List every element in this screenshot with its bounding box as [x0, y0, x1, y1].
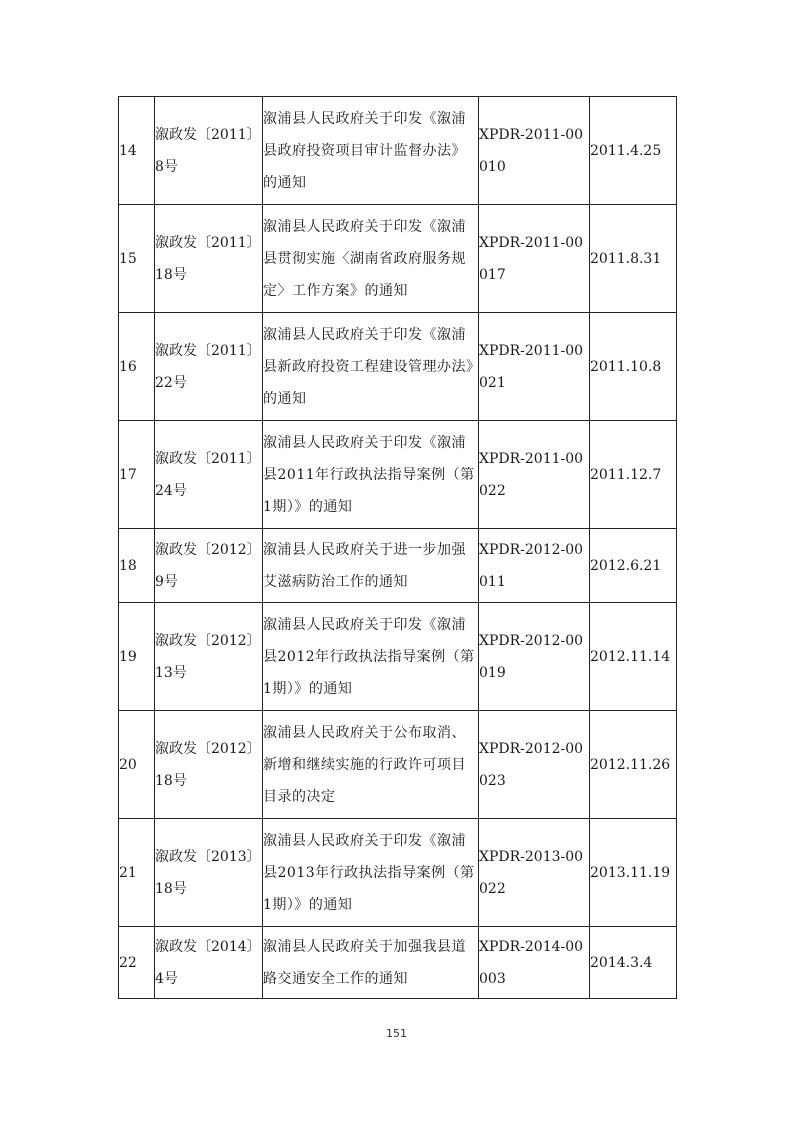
- issue-date: 2011.8.31: [590, 205, 677, 313]
- registration-number: XPDR-2013-00022: [479, 819, 590, 927]
- row-number: 14: [119, 97, 155, 205]
- document-code: 溆政发〔2011〕18号: [155, 205, 263, 313]
- table-row: [119, 421, 677, 529]
- document-title: 溆浦县人民政府关于印发《溆浦县新政府投资工程建设管理办法》的通知: [263, 313, 479, 421]
- registration-number: XPDR-2014-00003: [479, 927, 590, 999]
- issue-date: 2014.3.4: [590, 927, 677, 999]
- registration-number: XPDR-2012-00011: [479, 529, 590, 603]
- page-number: 151: [386, 1027, 407, 1040]
- row-number: 20: [119, 711, 155, 819]
- document-title: 溆浦县人民政府关于加强我县道路交通安全工作的通知: [263, 927, 479, 999]
- table-row: [119, 529, 677, 603]
- table-row: [119, 927, 677, 999]
- document-title: 溆浦县人民政府关于印发《溆浦县贯彻实施〈湖南省政府服务规定〉工作方案》的通知: [263, 205, 479, 313]
- document-title: 溆浦县人民政府关于印发《溆浦县2013年行政执法指导案例（第1期）》的通知: [263, 819, 479, 927]
- registration-number: XPDR-2011-00010: [479, 97, 590, 205]
- issue-date: 2012.11.26: [590, 711, 677, 819]
- document-title: 溆浦县人民政府关于印发《溆浦县2012年行政执法指导案例（第1期）》的通知: [263, 603, 479, 711]
- issue-date: 2011.10.8: [590, 313, 677, 421]
- row-number: 21: [119, 819, 155, 927]
- document-code: 溆政发〔2012〕13号: [155, 603, 263, 711]
- registration-number: XPDR-2012-00019: [479, 603, 590, 711]
- document-title: 溆浦县人民政府关于公布取消、新增和继续实施的行政许可项目目录的决定: [263, 711, 479, 819]
- issue-date: 2012.11.14: [590, 603, 677, 711]
- document-code: 溆政发〔2011〕8号: [155, 97, 263, 205]
- document-code: 溆政发〔2013〕18号: [155, 819, 263, 927]
- document-code: 溆政发〔2012〕9号: [155, 529, 263, 603]
- row-number: 16: [119, 313, 155, 421]
- registration-number: XPDR-2011-00022: [479, 421, 590, 529]
- registration-number: XPDR-2012-00023: [479, 711, 590, 819]
- table-row: [119, 603, 677, 711]
- issue-date: 2012.6.21: [590, 529, 677, 603]
- registration-number: XPDR-2011-00017: [479, 205, 590, 313]
- row-number: 19: [119, 603, 155, 711]
- document-title: 溆浦县人民政府关于印发《溆浦县政府投资项目审计监督办法》的通知: [263, 97, 479, 205]
- table-row: [119, 205, 677, 313]
- document-code: 溆政发〔2014〕4号: [155, 927, 263, 999]
- issue-date: 2011.4.25: [590, 97, 677, 205]
- issue-date: 2013.11.19: [590, 819, 677, 927]
- registration-number: XPDR-2011-00021: [479, 313, 590, 421]
- document-code: 溆政发〔2012〕18号: [155, 711, 263, 819]
- table-row: [119, 711, 677, 819]
- document-code: 溆政发〔2011〕24号: [155, 421, 263, 529]
- row-number: 15: [119, 205, 155, 313]
- document-title: 溆浦县人民政府关于进一步加强艾滋病防治工作的通知: [263, 529, 479, 603]
- row-number: 22: [119, 927, 155, 999]
- table-row: [119, 819, 677, 927]
- row-number: 17: [119, 421, 155, 529]
- document-code: 溆政发〔2011〕22号: [155, 313, 263, 421]
- document-table: [118, 96, 677, 999]
- table-row: [119, 313, 677, 421]
- document-title: 溆浦县人民政府关于印发《溆浦县2011年行政执法指导案例（第1期）》的通知: [263, 421, 479, 529]
- row-number: 18: [119, 529, 155, 603]
- table-row: [119, 97, 677, 205]
- issue-date: 2011.12.7: [590, 421, 677, 529]
